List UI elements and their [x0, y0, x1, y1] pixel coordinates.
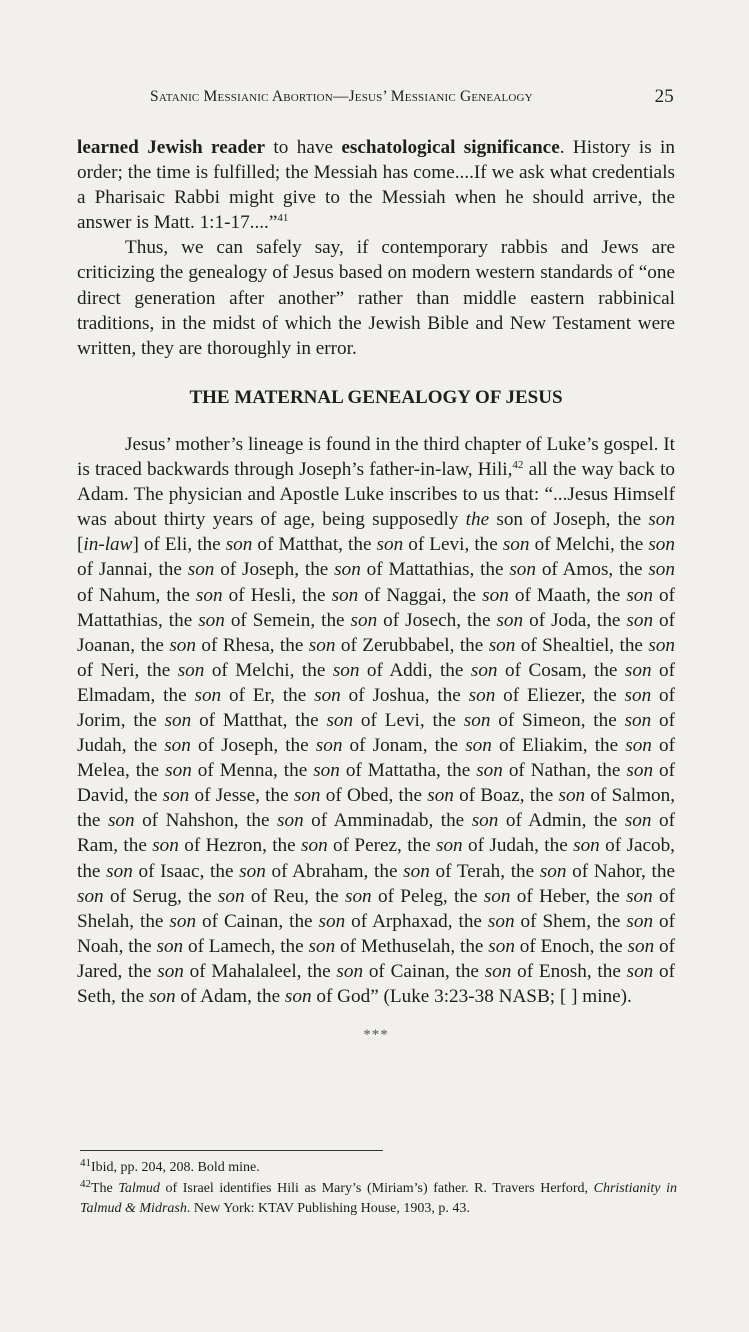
- ancestor-name: Nahum: [99, 584, 156, 606]
- genealogy-list: , the son of Matthat, the son of Levi, the son of Melchi, the son of Jannai, the son of Joseph, the son of Mattathias, the son of Amos, the son of Nahum, the son of Hesli, the son of Naggai, the son of Maath, the son of Mattathias, the son of Semein, the son of Josech, the son of Joda, the son of Joanan, the son of Rhesa, the son of Zerubbabel, the son of Shealtiel, the son of Neri, the son of Melchi, the son of Addi, the son of Cosam, the son of Elmadam, the son of Er, the son of Joshua, the son of Eliezer, the son of Jorim, the son of Matthat, the son of Levi, the son of Simeon, the son of Judah, the son of Joseph, the son of Jonam, the son of Eliakim, the son of Melea, the son of Menna, the son of Mattatha, the son of Nathan, the son of David, the son of Jesse, the son of Obed, the son of Boaz, the son of Salmon, the son of Nahshon, the son of Amminadab, the son of Admin, the son of Ram, the son of Hezron, the son of Perez, the son of Judah, the son of Jacob, the son of Isaac, the son of Abraham, the son of Terah, the son of Nahor, the son of Serug, the son of Reu, the son of Peleg, the son of Heber, the son of Shelah, the son of Cainan, the son of Arphaxad, the son of Shem, the son of Noah, the son of Lamech, the son of Methuselah, the son of Enoch, the son of Jared, the son of Mahalaleel, the son of Cainan, the son of Enosh, the son of Seth, the son of Adam, the son of God: [77, 534, 676, 1007]
- ancestor-name: Abraham: [292, 860, 364, 882]
- italic-word: son: [332, 659, 360, 681]
- italic-word: son: [308, 935, 336, 957]
- italic-word: son: [315, 735, 343, 757]
- italic-word: son: [313, 760, 340, 782]
- ancestor-name: Arphaxad: [372, 910, 448, 932]
- italic-word: son: [626, 760, 654, 782]
- italic-word: son: [626, 885, 653, 907]
- italic-word: son: [308, 634, 336, 656]
- ancestor-name: Naggai: [386, 584, 442, 606]
- italic-word: son: [539, 860, 567, 882]
- paragraph-genealogy: [77, 432, 675, 1009]
- ancestor-name: Jonam: [372, 735, 423, 757]
- ancestor-name: Rhesa: [222, 634, 270, 656]
- ancestor-name: Perez: [354, 835, 398, 857]
- italic-word: son: [164, 709, 192, 731]
- ancestor-name: Shem: [542, 910, 587, 932]
- italic-word: son: [626, 910, 654, 932]
- italic-word: son: [463, 709, 491, 731]
- italic-word: son: [169, 910, 197, 932]
- ancestor-name: Ram: [77, 835, 114, 857]
- footnote-41: [80, 1158, 677, 1179]
- ancestor-name: Joanan: [77, 634, 131, 656]
- ancestor-name: Joseph: [221, 735, 274, 757]
- footnote-ref-41[interactable]: 41: [277, 212, 289, 225]
- italic-word: son: [626, 584, 653, 606]
- italic-word: son: [152, 835, 179, 857]
- ancestor-name: Judah: [77, 735, 122, 757]
- italic-word: in-law: [83, 534, 133, 556]
- italic-word: son: [195, 584, 223, 606]
- italic-word: son: [626, 960, 654, 982]
- italic-word: son: [468, 684, 496, 706]
- citation: ” (Luke 3:23-38 NASB; [ ] mine).: [370, 986, 632, 1007]
- ancestor-name: Joda: [551, 609, 587, 631]
- italic-word: son: [624, 709, 652, 731]
- italic-word: the: [465, 509, 490, 531]
- ancestor-name: Mahalaleel: [211, 960, 297, 982]
- ancestor-name: Obed: [346, 785, 389, 807]
- ancestor-name: Levi: [429, 534, 465, 556]
- italic-word: son: [648, 509, 675, 531]
- section-heading: THE MATERNAL GENEALOGY OF JESUS: [189, 386, 563, 408]
- italic-word: son: [471, 810, 499, 832]
- italic-word: son: [488, 634, 516, 656]
- italic-word: son: [169, 634, 196, 656]
- ancestor-name: Eliakim: [522, 735, 583, 757]
- text-run: ] of Eli: [132, 534, 188, 556]
- ancestor-name: Menna: [219, 760, 274, 782]
- italic-word: son: [625, 735, 652, 757]
- italic-word: son: [326, 709, 354, 731]
- italic-word: son: [648, 534, 675, 556]
- italic-word: son: [314, 684, 341, 706]
- text-run: to have: [265, 137, 342, 158]
- ancestor-name: Enoch: [540, 935, 590, 957]
- ancestor-name: Jorim: [77, 709, 121, 731]
- ancestor-name: Jannai: [98, 559, 148, 581]
- italic-word: son: [648, 559, 675, 581]
- italic-word: son: [293, 785, 321, 807]
- italic-word: son: [509, 559, 536, 581]
- section-break: ***: [363, 1027, 389, 1044]
- footnote-text: . New York: KTAV Publishing House, 1903, p. 43.: [186, 1201, 470, 1216]
- ancestor-name: Jacob: [626, 835, 671, 857]
- italic-word: son: [476, 760, 503, 782]
- italic-word: son: [488, 935, 515, 957]
- ancestor-name: Boaz: [480, 785, 520, 807]
- page-number: 25: [654, 86, 674, 107]
- bold-phrase: eschatological significance: [341, 137, 560, 158]
- ancestor-name: Jared: [77, 960, 118, 982]
- italic-word: son: [331, 584, 359, 606]
- ancestor-name: Mattathias: [388, 559, 470, 581]
- italic-word: son: [148, 986, 176, 1007]
- italic-word: son: [627, 935, 655, 957]
- ancestor-name: Amminadab: [333, 810, 429, 832]
- ancestor-name: Matthat: [278, 534, 339, 556]
- text-run: son of Joseph, the: [489, 509, 649, 531]
- running-head: [150, 88, 680, 106]
- ancestor-name: God: [337, 986, 371, 1007]
- italic-word: son: [277, 810, 304, 832]
- body-text: [77, 135, 675, 1048]
- text-run: . History is in order; the time is fulfilled; the Messiah has come....If we ask what credentials a Pharisaic Rabbi might give to the Messiah when he should arrive, the answer is Matt. 1:1-17....”: [77, 137, 675, 234]
- ancestor-name: Adam: [200, 986, 248, 1007]
- text-run: Jesus’ mother’s lineage is found in the third chapter of Luke’s gospel. It is traced backwards through Joseph’s father-in-law, Hili,: [77, 433, 675, 481]
- italic-word: son: [465, 735, 492, 757]
- ancestor-name: Hezron: [205, 835, 263, 857]
- italic-word: son: [483, 885, 511, 907]
- text-run: [: [77, 534, 84, 556]
- italic-word: son: [106, 860, 133, 882]
- italic-word: son: [165, 760, 192, 782]
- ancestor-name: Cainan: [390, 960, 445, 982]
- ancestor-name: Heber: [539, 885, 586, 907]
- ancestor-name: Levi: [384, 709, 420, 731]
- italic-word: son: [624, 659, 652, 681]
- ancestor-name: Eliezer: [527, 684, 581, 706]
- footnote-rule: [80, 1150, 383, 1151]
- ancestor-name: Neri: [100, 659, 135, 681]
- footnote-ref-42[interactable]: 42: [512, 459, 524, 472]
- footnote-42: [80, 1179, 677, 1220]
- ancestor-name: Enosh: [538, 960, 587, 982]
- italic-word: son: [187, 559, 215, 581]
- italic-word: son: [301, 835, 328, 857]
- italic-word: son: [164, 735, 191, 757]
- ancestor-name: Judah: [489, 835, 535, 857]
- ancestor-name: Er: [252, 684, 271, 706]
- ancestor-name: Cainan: [224, 910, 279, 932]
- ancestor-name: Josech: [405, 609, 457, 631]
- ancestor-name: Melchi: [235, 659, 290, 681]
- ancestor-name: Serug: [132, 885, 178, 907]
- ancestor-name: Hesli: [250, 584, 292, 606]
- text-run: all the way back to Adam. The physician and Apostle Luke inscribes to us that: “...Jesus Himself was about thirty years of age, being supposedly: [77, 459, 675, 531]
- ancestor-name: Admin: [528, 810, 582, 832]
- ancestor-name: Simeon: [522, 709, 581, 731]
- ancestor-name: Nahor: [593, 860, 642, 882]
- bold-phrase: learned Jewish reader: [77, 137, 266, 158]
- ancestor-name: Jesse: [215, 785, 256, 807]
- italic-word: son: [487, 910, 515, 932]
- italic-word: son: [239, 860, 266, 882]
- italic-word: son: [376, 534, 404, 556]
- ancestor-name: Addi: [389, 659, 428, 681]
- ancestor-name: Joshua: [372, 684, 425, 706]
- ancestor-name: Terah: [456, 860, 501, 882]
- ancestor-name: Isaac: [160, 860, 200, 882]
- italic-word: son: [198, 609, 225, 631]
- ancestor-name: Zerubbabel: [362, 634, 450, 656]
- footnotes: [80, 1158, 677, 1220]
- italic-word: son: [626, 609, 654, 631]
- footnote-number: 42: [80, 1177, 91, 1190]
- ancestor-name: Seth: [77, 986, 112, 1007]
- italic-word: son: [336, 960, 364, 982]
- italic-word: son: [624, 810, 652, 832]
- paragraph-continued: [77, 135, 675, 235]
- ancestor-name: Mattathias: [77, 609, 158, 631]
- italic-word: son: [624, 684, 652, 706]
- italic-word: son: [194, 684, 222, 706]
- italic-word: son: [156, 935, 184, 957]
- italic-word: son: [217, 885, 245, 907]
- running-head-title: Satanic Messianic Abortion—Jesus’ Messianic Genealogy: [150, 88, 533, 105]
- ancestor-name: Cosam: [528, 659, 582, 681]
- ancestor-name: David: [77, 785, 124, 807]
- footnote-text: Ibid, pp. 204, 208. Bold mine.: [91, 1160, 260, 1175]
- italic-word: son: [334, 559, 361, 581]
- italic-word: son: [162, 785, 190, 807]
- footnote-text: The: [91, 1180, 119, 1196]
- italic-word: son: [558, 785, 586, 807]
- ancestor-name: Nathan: [530, 760, 587, 782]
- ancestor-name: Amos: [562, 559, 609, 581]
- ancestor-name: Elmadam: [77, 684, 151, 706]
- italic-word: son: [502, 534, 530, 556]
- paragraph-conclusion: Thus, we can safely say, if contemporary rabbis and Jews are criticizing the genealogy of Jesus based on modern western standards of “one direct generation after another” rather than middle eastern rabbinical traditions, in the midst of which the Jewish Bible and New Testament were written, they are thoroughly in error.: [77, 237, 675, 359]
- ancestor-name: Maath: [536, 584, 586, 606]
- ancestor-name: Shealtiel: [542, 634, 610, 656]
- italic-word: son: [225, 534, 253, 556]
- ancestor-name: Nahshon: [165, 810, 234, 832]
- ancestor-name: Peleg: [400, 885, 443, 907]
- footnote-number: 41: [80, 1157, 91, 1169]
- italic-word: son: [470, 659, 498, 681]
- ancestor-name: Semein: [252, 609, 311, 631]
- ancestor-name: Shelah: [77, 910, 130, 932]
- italic-word: son: [284, 986, 312, 1007]
- italic-word: son: [482, 584, 509, 606]
- italic-word: son: [496, 609, 524, 631]
- ancestor-name: Reu: [273, 885, 305, 907]
- italic-word: son: [157, 960, 184, 982]
- italic-word: son: [350, 609, 378, 631]
- ancestor-name: Methuselah: [360, 935, 451, 957]
- italic-title: Christianity in Talmud & Midrash: [80, 1180, 677, 1216]
- italic-word: son: [177, 659, 205, 681]
- italic-word: son: [648, 634, 676, 656]
- ancestor-name: Salmon: [611, 785, 671, 807]
- ancestor-name: Lamech: [208, 935, 271, 957]
- footnote-text: of Israel identifies Hili as Mary’s (Miriam’s) father. R. Travers Herford,: [159, 1180, 594, 1196]
- ancestor-name: Joseph: [242, 559, 295, 581]
- ancestor-name: Noah: [77, 935, 119, 957]
- italic-word: son: [345, 885, 372, 907]
- ancestor-name: Mattatha: [367, 760, 436, 782]
- italic-word: son: [403, 860, 430, 882]
- italic-word: son: [573, 835, 600, 857]
- italic-word: son: [107, 810, 135, 832]
- italic-word: son: [436, 835, 463, 857]
- ancestor-name: Melchi: [555, 534, 610, 556]
- italic-title: Talmud: [118, 1180, 160, 1196]
- italic-word: son: [318, 910, 346, 932]
- italic-word: son: [427, 785, 454, 807]
- italic-word: son: [484, 960, 512, 982]
- ancestor-name: Melea: [77, 760, 125, 782]
- ancestor-name: Matthat: [222, 709, 283, 731]
- italic-word: son: [77, 885, 104, 907]
